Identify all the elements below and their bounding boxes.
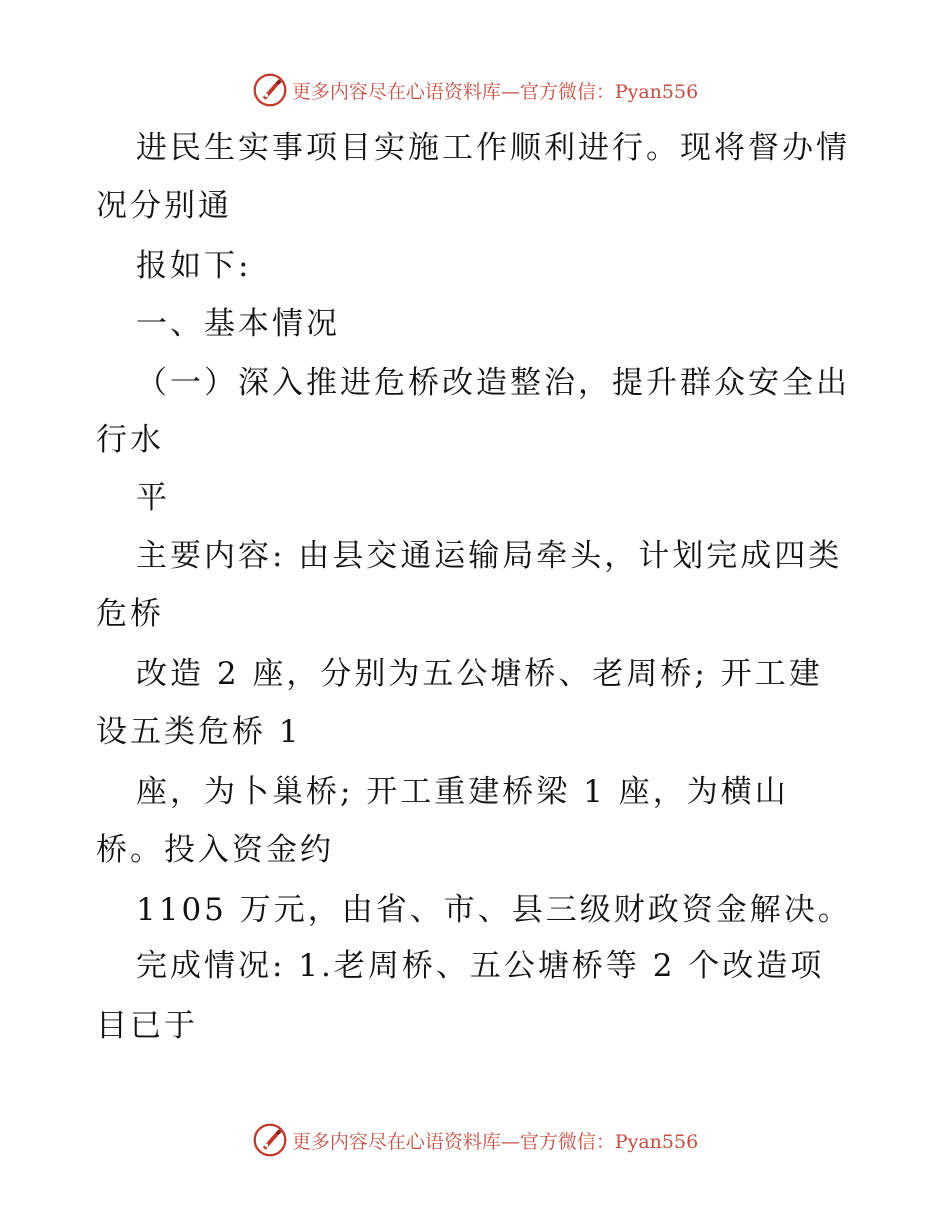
pen-nib-logo-icon: [252, 72, 288, 108]
text-line: 设五类危桥 1: [96, 714, 302, 750]
text-line: 1105 万元，由省、市、县三级财政资金解决。: [136, 892, 852, 928]
text-line: 主要内容: 由县交通运输局牵头，计划完成四类: [136, 538, 843, 574]
watermark-text: 更多内容尽在心语资料库—官方微信：Pyan556: [291, 1130, 699, 1153]
text-line: 座，为卜巢桥; 开工重建桥梁 1 座，为横山: [136, 774, 789, 810]
text-line: 完成情况: 1.老周桥、五公塘桥等 2 个改造项: [136, 948, 825, 984]
text-line: 平: [136, 480, 170, 516]
text-line: 危桥: [96, 596, 164, 632]
text-line: 桥。投入资金约: [96, 832, 334, 868]
text-line: 报如下:: [136, 248, 252, 284]
section-heading: 一、基本情况: [136, 306, 340, 342]
header-watermark: [0, 70, 950, 110]
text-line: 改造 2 座，分别为五公塘桥、老周桥; 开工建: [136, 656, 823, 692]
text-line: 进民生实事项目实施工作顺利进行。现将督办情: [136, 130, 850, 166]
pen-nib-logo-icon: [252, 1122, 288, 1158]
text-line: 况分别通: [96, 188, 232, 224]
text-line: 行水: [96, 422, 164, 458]
subsection-heading: （一）深入推进危桥改造整治，提升群众安全出: [136, 365, 850, 401]
text-line: 目已于: [96, 1008, 198, 1044]
watermark-text: 更多内容尽在心语资料库—官方微信：Pyan556: [291, 80, 699, 103]
footer-watermark: [0, 1120, 950, 1160]
